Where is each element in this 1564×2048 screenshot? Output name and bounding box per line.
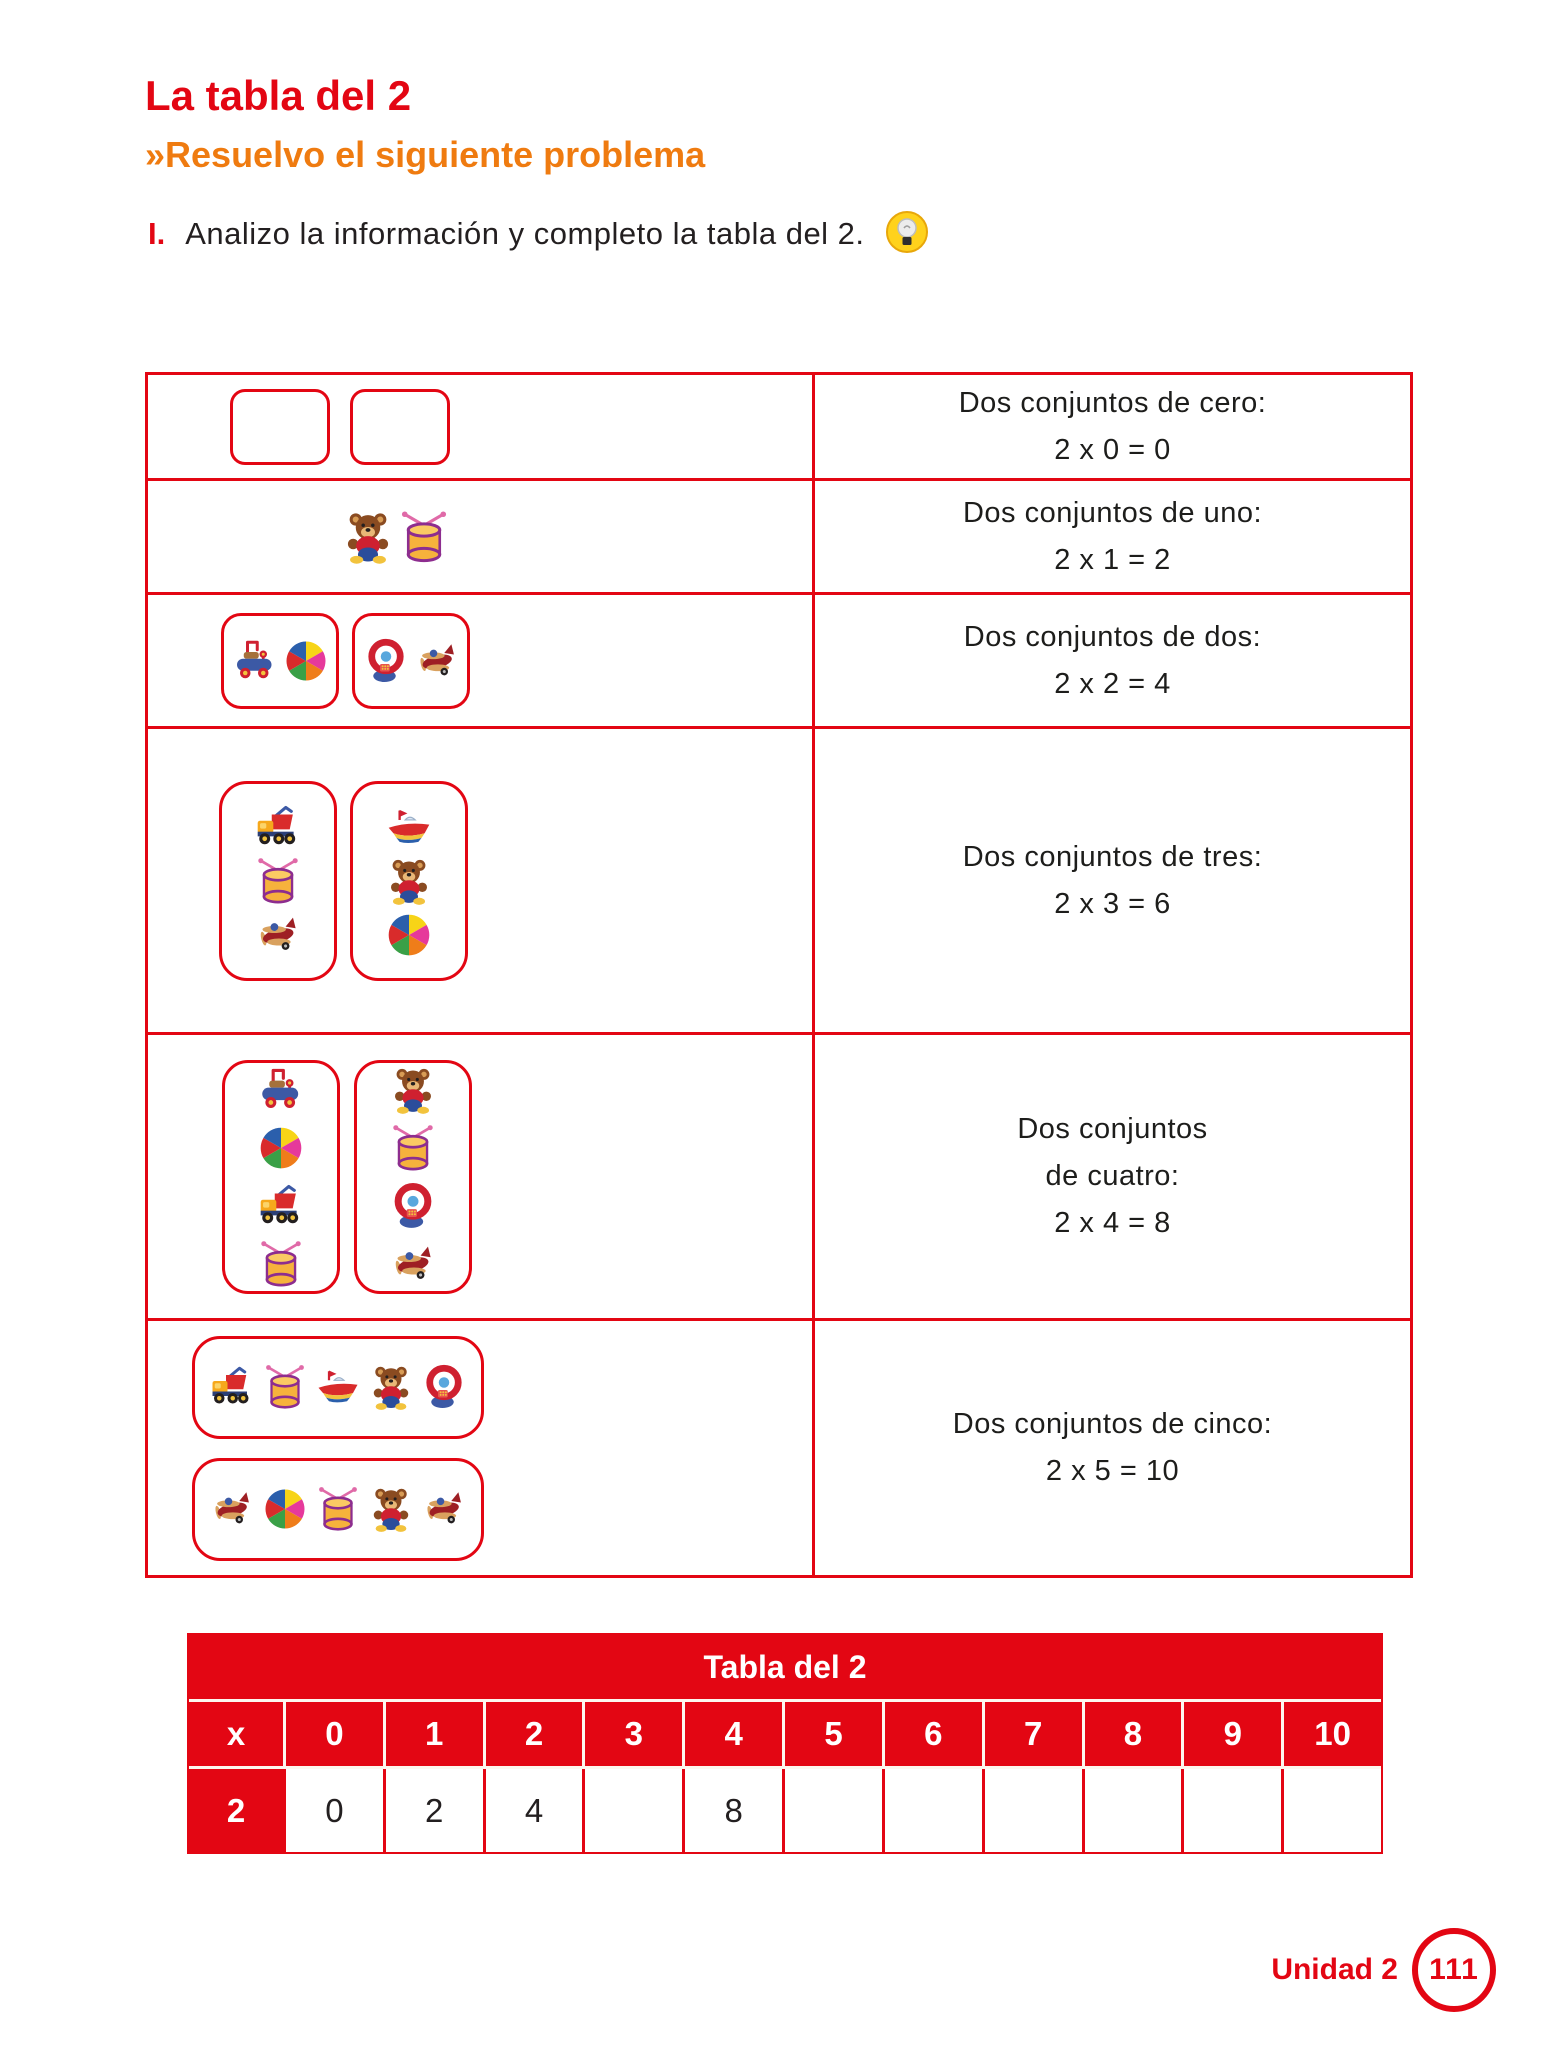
steering-wheel-icon (388, 1181, 438, 1231)
description-cell (815, 1035, 1410, 1318)
worksheet-row-tres (148, 729, 1410, 1035)
table-header-row (189, 1702, 1381, 1769)
header-cell: 2 (483, 1702, 583, 1766)
toy-sets-cell (148, 595, 815, 726)
teddy-bear-icon (367, 1363, 415, 1411)
teddy-bear-icon (384, 856, 434, 906)
drum-icon (388, 1123, 438, 1173)
answer-cell-blank (1082, 1769, 1182, 1852)
description-cell (815, 595, 1410, 726)
unit-label: Unidad 2 (1271, 1953, 1398, 1986)
instruction-text: Analizo la información y completo la tabla del 2. (185, 216, 865, 251)
lightbulb-icon (885, 210, 929, 254)
toy-sets-cell (148, 375, 815, 478)
page-title: La tabla del 2 (145, 72, 412, 119)
teddy-bear-icon (367, 1485, 415, 1533)
airplane-icon (420, 1485, 468, 1533)
set-description: Dos conjuntos (1017, 1113, 1208, 1145)
worksheet-row-cinco (148, 1321, 1410, 1575)
toy-set-box (219, 781, 337, 981)
instruction-number: I. (148, 216, 166, 251)
worksheet-table (145, 372, 1413, 1578)
toy-set (340, 509, 396, 565)
dump-truck-icon (208, 1363, 256, 1411)
header-cell: 8 (1082, 1702, 1182, 1766)
equation: 2 x 4 = 8 (1054, 1207, 1171, 1239)
multiplication-table (187, 1633, 1383, 1854)
ride-on-car-icon (256, 1065, 306, 1115)
dump-truck-icon (253, 802, 303, 852)
equation: 2 x 5 = 10 (1045, 1455, 1180, 1487)
teddy-bear-icon (340, 509, 396, 565)
toy-set-box (192, 1336, 484, 1439)
answer-cell-blank (582, 1769, 682, 1852)
header-cell: x (226, 1715, 246, 1752)
page-number: 111 (1429, 1953, 1479, 1986)
equation: 2 x 0 = 0 (1054, 433, 1171, 466)
section-subtitle: »Resuelvo el siguiente problema (145, 134, 706, 175)
set-description: Dos conjuntos de dos: (963, 620, 1262, 653)
answer-cell-blank (782, 1769, 882, 1852)
answer-cell-blank (882, 1769, 982, 1852)
drum-icon (261, 1363, 309, 1411)
header-cell: 6 (882, 1702, 982, 1766)
equation: 2 x 1 = 2 (1054, 543, 1171, 576)
equation: 2 x 3 = 6 (1054, 887, 1171, 920)
boat-icon (314, 1363, 362, 1411)
header-cell: 4 (682, 1702, 782, 1766)
value-cell: 0 (283, 1769, 383, 1852)
beach-ball-icon (384, 910, 434, 960)
header-cell: 10 (1281, 1702, 1381, 1766)
value-cell: 2 (383, 1769, 483, 1852)
teddy-bear-icon (388, 1065, 438, 1115)
steering-wheel-icon (362, 637, 410, 685)
beach-ball-icon (256, 1123, 306, 1173)
steering-wheel-icon (420, 1363, 468, 1411)
answer-cell-blank (1281, 1769, 1381, 1852)
value-cell: 8 (682, 1769, 782, 1852)
dump-truck-icon (256, 1181, 306, 1231)
description-cell (815, 729, 1410, 1032)
airplane-icon (388, 1239, 438, 1289)
toy-set-box (352, 613, 470, 709)
table-title: Tabla del 2 (189, 1635, 1381, 1702)
description-cell (815, 1321, 1410, 1575)
toy-set-box (222, 1060, 340, 1294)
toy-set-box (221, 613, 339, 709)
header-cell: 9 (1181, 1702, 1281, 1766)
set-description: de cuatro: (1045, 1160, 1180, 1192)
set-description: Dos conjuntos de cero: (958, 386, 1267, 419)
header-cell: 3 (582, 1702, 682, 1766)
set-description: Dos conjuntos de cinco: (952, 1408, 1273, 1440)
header-cell: 1 (383, 1702, 483, 1766)
worksheet-row-cuatro (148, 1035, 1410, 1321)
drum-icon (314, 1485, 362, 1533)
toy-set (396, 509, 452, 565)
page-number-badge (1412, 1928, 1496, 2012)
header-cell: 0 (283, 1702, 383, 1766)
toy-sets-cell (148, 729, 815, 1032)
page-footer (1271, 1928, 1496, 2012)
set-description: Dos conjuntos de uno: (962, 496, 1263, 529)
empty-set-box (230, 389, 330, 465)
equation: 2 x 2 = 4 (1054, 667, 1171, 700)
empty-set-box (350, 389, 450, 465)
set-description: Dos conjuntos de tres: (962, 840, 1263, 873)
airplane-icon (208, 1485, 256, 1533)
value-cell: 4 (483, 1769, 583, 1852)
beach-ball-icon (282, 637, 330, 685)
drum-icon (396, 509, 452, 565)
description-cell (815, 375, 1410, 478)
answer-cell-blank (1181, 1769, 1281, 1852)
ride-on-car-icon (231, 637, 279, 685)
drum-icon (256, 1239, 306, 1289)
header-cell: 5 (782, 1702, 882, 1766)
table-value-row (189, 1769, 1381, 1852)
toy-sets-cell (148, 481, 815, 592)
toy-set-box (192, 1458, 484, 1561)
toy-sets-cell (148, 1035, 815, 1318)
answer-cell-blank (982, 1769, 1082, 1852)
header-cell: 7 (982, 1702, 1082, 1766)
toy-set-box (354, 1060, 472, 1294)
instruction-line (148, 216, 929, 254)
worksheet-row-dos (148, 595, 1410, 729)
row-label-cell: 2 (189, 1769, 283, 1852)
toy-sets-cell (148, 1321, 815, 1575)
airplane-icon (413, 637, 461, 685)
beach-ball-icon (261, 1485, 309, 1533)
toy-set-box (350, 781, 468, 981)
description-cell (815, 481, 1410, 592)
airplane-icon (253, 910, 303, 960)
worksheet-row-cero (148, 375, 1410, 481)
boat-icon (384, 802, 434, 852)
worksheet-row-uno (148, 481, 1410, 595)
drum-icon (253, 856, 303, 906)
